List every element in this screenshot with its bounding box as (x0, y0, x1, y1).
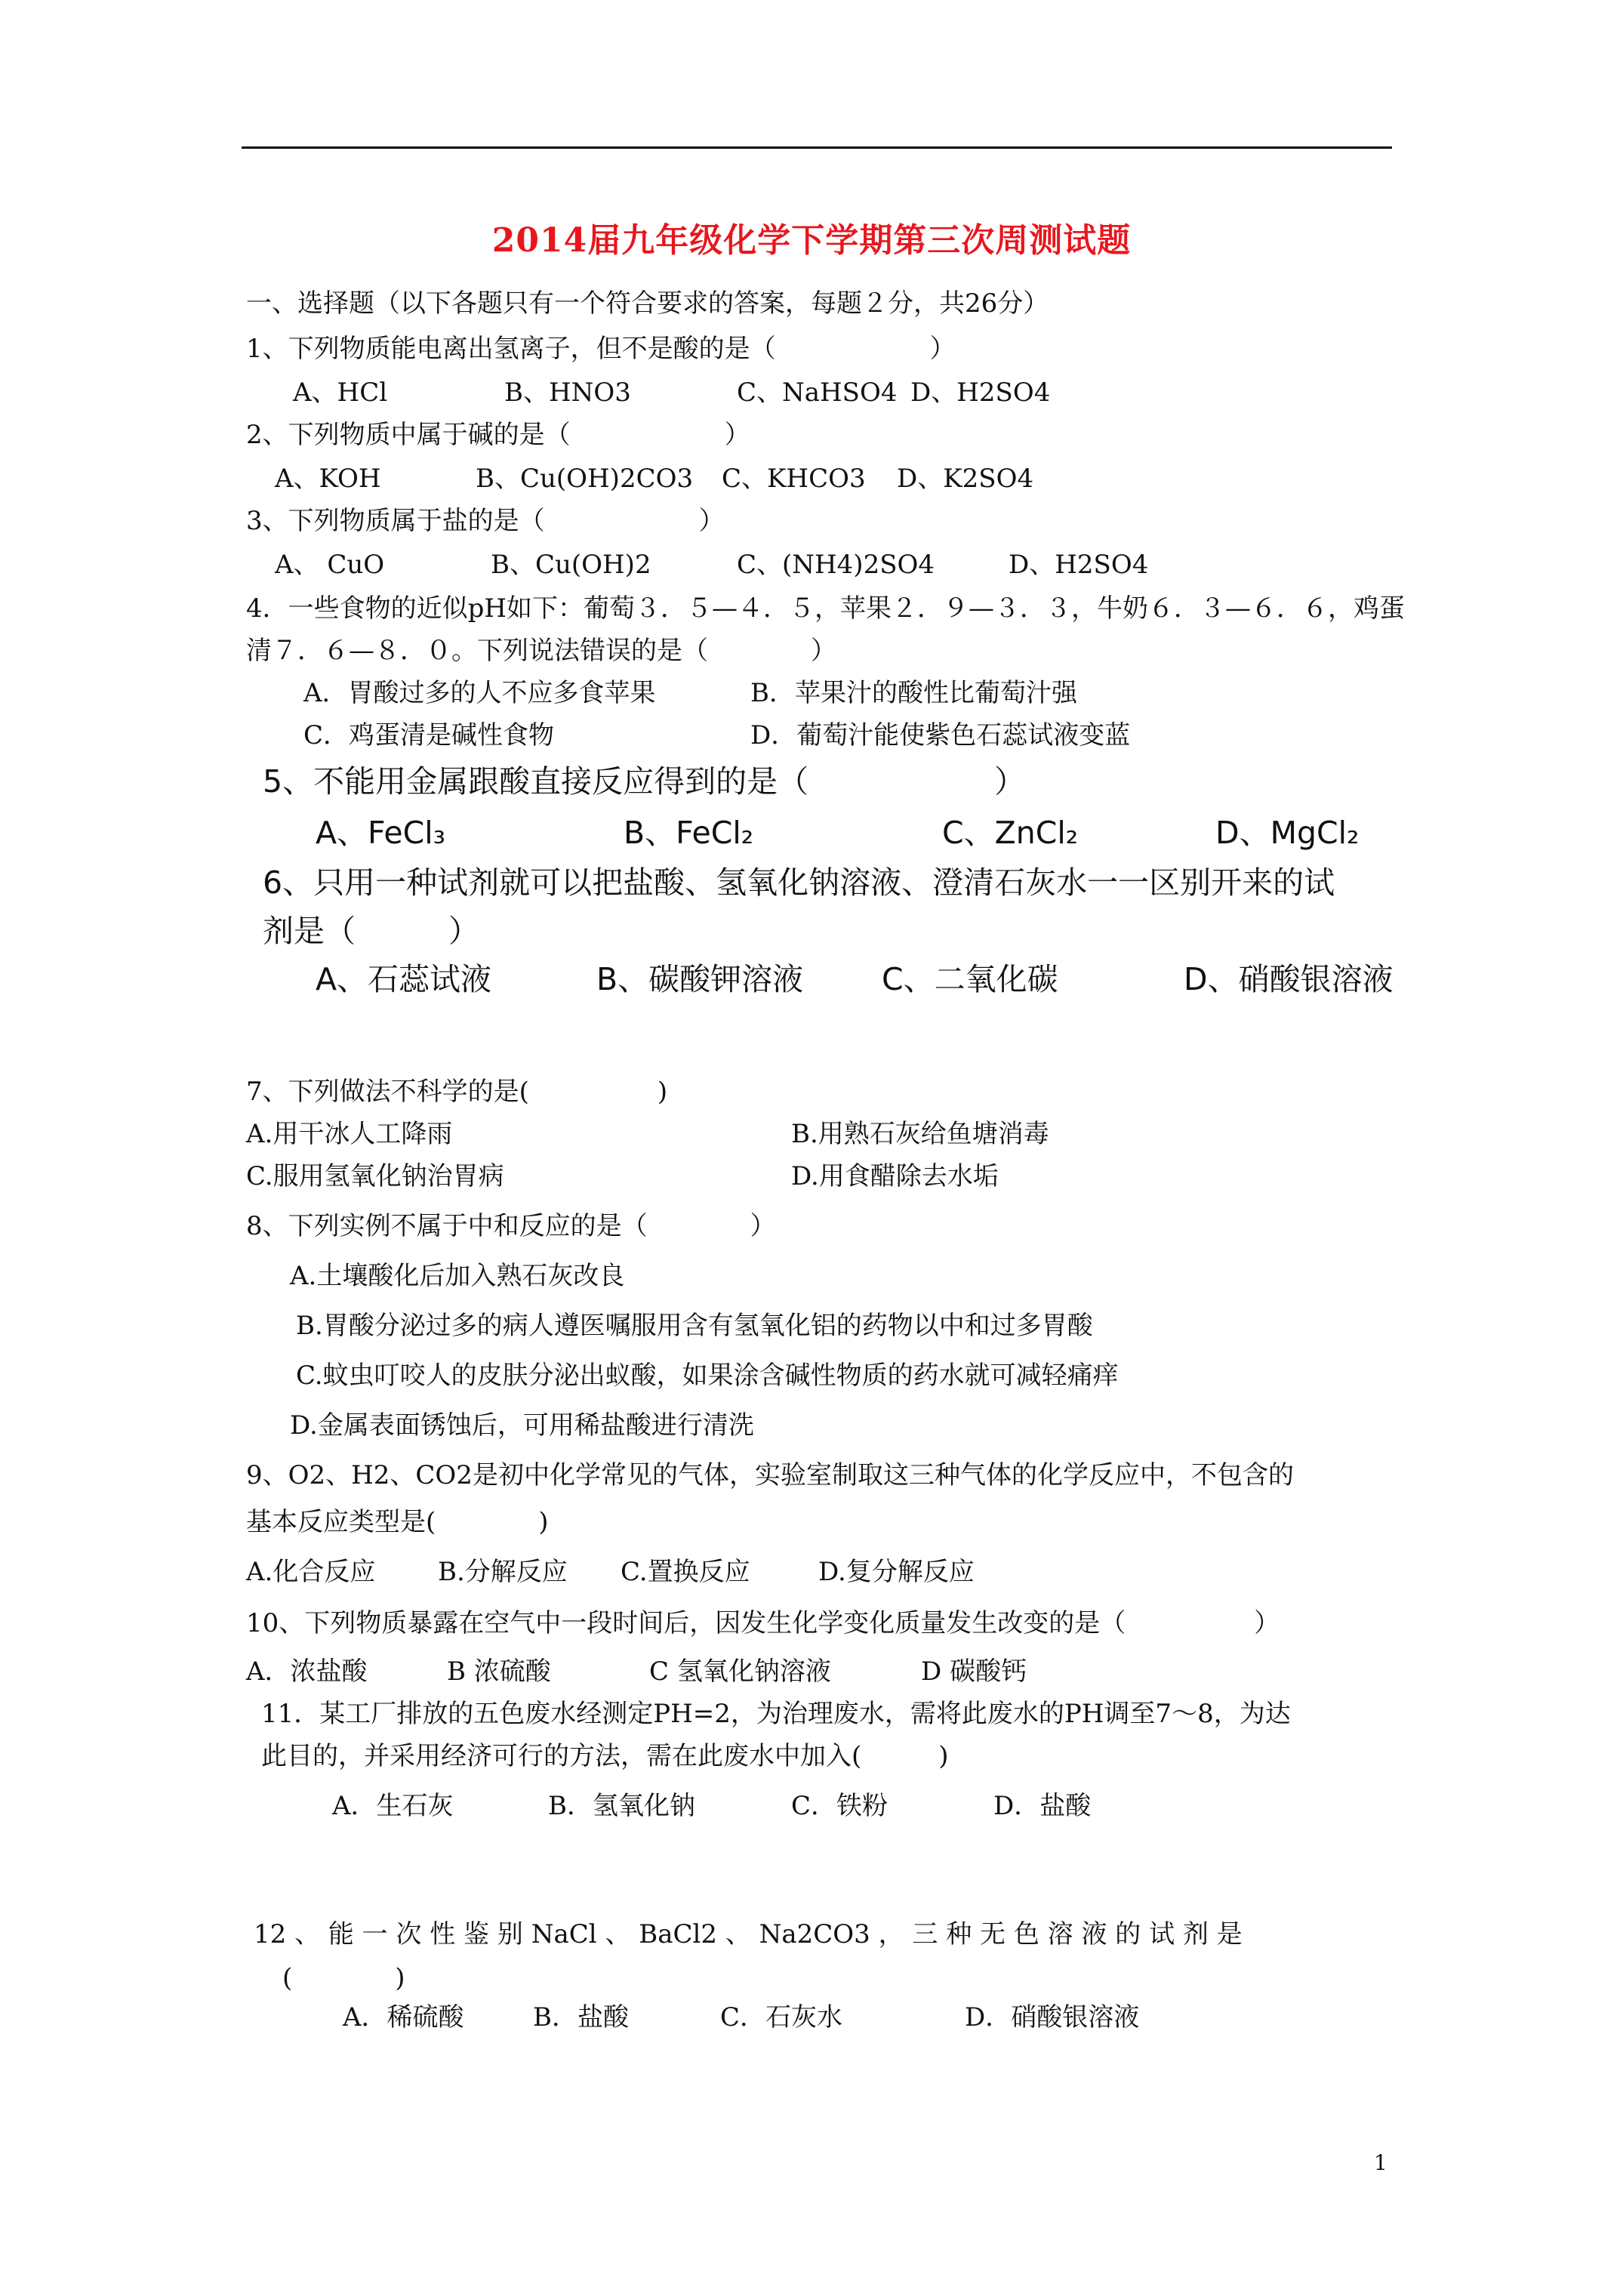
q10-option-b: B 浓硫酸 (447, 1657, 551, 1687)
q7-option-a: A.用干冰人工降雨 (246, 1119, 453, 1149)
q5-stem: 5、不能用金属跟酸直接反应得到的是（ ） (263, 763, 1026, 800)
q9-stem-line2: 基本反应类型是( ) (246, 1507, 549, 1537)
q12-option-b: B．盐酸 (533, 2002, 629, 2032)
q5-option-c: C、ZnCl₂ (942, 815, 1079, 851)
q4-option-b: B．苹果汁的酸性比葡萄汁强 (750, 678, 1077, 708)
header-rule (242, 146, 1392, 149)
q12-option-d: D．硝酸银溶液 (965, 2002, 1140, 2032)
q2-option-a: A、KOH (275, 464, 381, 494)
q12-option-a: A．稀硫酸 (343, 2002, 464, 2032)
page-number: 1 (1374, 2150, 1387, 2175)
q3-option-d: D、H2SO4 (1009, 550, 1149, 580)
q2-option-b: B、Cu(OH)2CO3 (476, 464, 694, 494)
q4-stem-line1: 4．一些食物的近似pH如下：葡萄３．５—４．５，苹果２．９—３．３，牛奶６．３—６．６，鸡蛋 (246, 593, 1406, 624)
q9-option-c: C.置换反应 (621, 1557, 750, 1587)
q12-stem-line1: 12 、 能 一 次 性 鉴 别 NaCl 、 BaCl2 、 Na2CO3 ， 三 种 无 色 溶 液 的 试 剂 是 (254, 1919, 1243, 1949)
q4-stem-line2: 清７．６—８．０。下列说法错误的是（ ） (246, 636, 836, 666)
q10-option-d: D 碳酸钙 (921, 1657, 1027, 1687)
q9-option-d: D.复分解反应 (818, 1557, 975, 1587)
q9-option-a: A.化合反应 (246, 1557, 376, 1587)
q12-stem-line2: ( ) (282, 1963, 405, 1993)
q10-option-a: A．浓盐酸 (246, 1657, 368, 1687)
q8-option-d: D.金属表面锈蚀后，可用稀盐酸进行清洗 (290, 1410, 754, 1441)
q5-option-b: B、FeCl₂ (624, 815, 754, 851)
q1-option-c: C、NaHSO4 (737, 378, 898, 408)
page-title: 2014届九年级化学下学期第三次周测试题 (491, 221, 1132, 260)
q11-option-d: D．盐酸 (993, 1791, 1092, 1821)
q8-stem: 8、下列实例不属于中和反应的是（ ） (246, 1211, 776, 1241)
q7-option-d: D.用食醋除去水垢 (791, 1161, 999, 1191)
q4-option-a: A．胃酸过多的人不应多食苹果 (303, 678, 656, 708)
q11-stem-line2: 此目的，并采用经济可行的方法，需在此废水中加入( ) (261, 1741, 949, 1771)
q8-option-b: B.胃酸分泌过多的病人遵医嘱服用含有氢氧化铝的药物以中和过多胃酸 (296, 1311, 1093, 1341)
q1-option-a: A、HCl (293, 378, 388, 408)
section-heading: 一、选择题（以下各题只有一个符合要求的答案，每题２分，共26分） (246, 288, 1049, 319)
q6-option-a: A、石蕊试液 (316, 961, 492, 997)
q12-option-c: C．石灰水 (720, 2002, 843, 2032)
q7-stem: 7、下列做法不科学的是( ) (246, 1077, 668, 1107)
q8-option-c: C.蚊虫叮咬人的皮肤分泌出蚁酸，如果涂含碱性物质的药水就可减轻痛痒 (296, 1361, 1119, 1391)
q2-stem: 2、下列物质中属于碱的是（ ） (246, 420, 750, 450)
q5-option-d: D、MgCl₂ (1215, 815, 1360, 851)
q11-option-b: B．氢氧化钠 (548, 1791, 695, 1821)
q1-option-b: B、HNO3 (504, 378, 631, 408)
q6-option-d: D、硝酸银溶液 (1184, 961, 1394, 997)
q1-stem: 1、下列物质能电离出氢离子，但不是酸的是（ ） (246, 334, 956, 364)
q3-option-c: C、(NH4)2SO4 (737, 550, 935, 580)
q11-option-c: C．铁粉 (791, 1791, 888, 1821)
q10-option-c: C 氢氧化钠溶液 (649, 1657, 831, 1687)
q11-stem-line1: 11．某工厂排放的五色废水经测定PH=2，为治理废水，需将此废水的PH调至7～8，为达 (261, 1699, 1291, 1729)
q4-option-c: C．鸡蛋清是碱性食物 (303, 720, 555, 750)
q9-option-b: B.分解反应 (438, 1557, 568, 1587)
q3-option-b: B、Cu(OH)2 (491, 550, 651, 580)
q5-option-a: A、FeCl₃ (316, 815, 446, 851)
q6-stem-line2: 剂是（ ） (263, 913, 479, 949)
q11-option-a: A．生石灰 (332, 1791, 454, 1821)
q7-option-c: C.服用氢氧化钠治胃病 (246, 1161, 504, 1191)
q3-stem: 3、下列物质属于盐的是（ ） (246, 506, 725, 536)
q2-option-c: C、KHCO3 (722, 464, 866, 494)
q4-option-d: D．葡萄汁能使紫色石蕊试液变蓝 (750, 720, 1131, 750)
q2-option-d: D、K2SO4 (897, 464, 1034, 494)
q1-option-d: D、H2SO4 (910, 378, 1051, 408)
q6-option-c: C、二氧化碳 (882, 961, 1058, 997)
q7-option-b: B.用熟石灰给鱼塘消毒 (791, 1119, 1049, 1149)
q8-option-a: A.土壤酸化后加入熟石灰改良 (290, 1261, 625, 1291)
q6-stem-line1: 6、只用一种试剂就可以把盐酸、氢氧化钠溶液、澄清石灰水一一区别开来的试 (263, 864, 1335, 901)
q6-option-b: B、碳酸钾溶液 (596, 961, 804, 997)
q9-stem-line1: 9、O2、H2、CO2是初中化学常见的气体，实验室制取这三种气体的化学反应中，不包含的 (246, 1460, 1294, 1490)
q10-stem: 10、下列物质暴露在空气中一段时间后，因发生化学变化质量发生改变的是（ ） (246, 1608, 1280, 1638)
q3-option-a: A、 CuO (275, 550, 385, 580)
